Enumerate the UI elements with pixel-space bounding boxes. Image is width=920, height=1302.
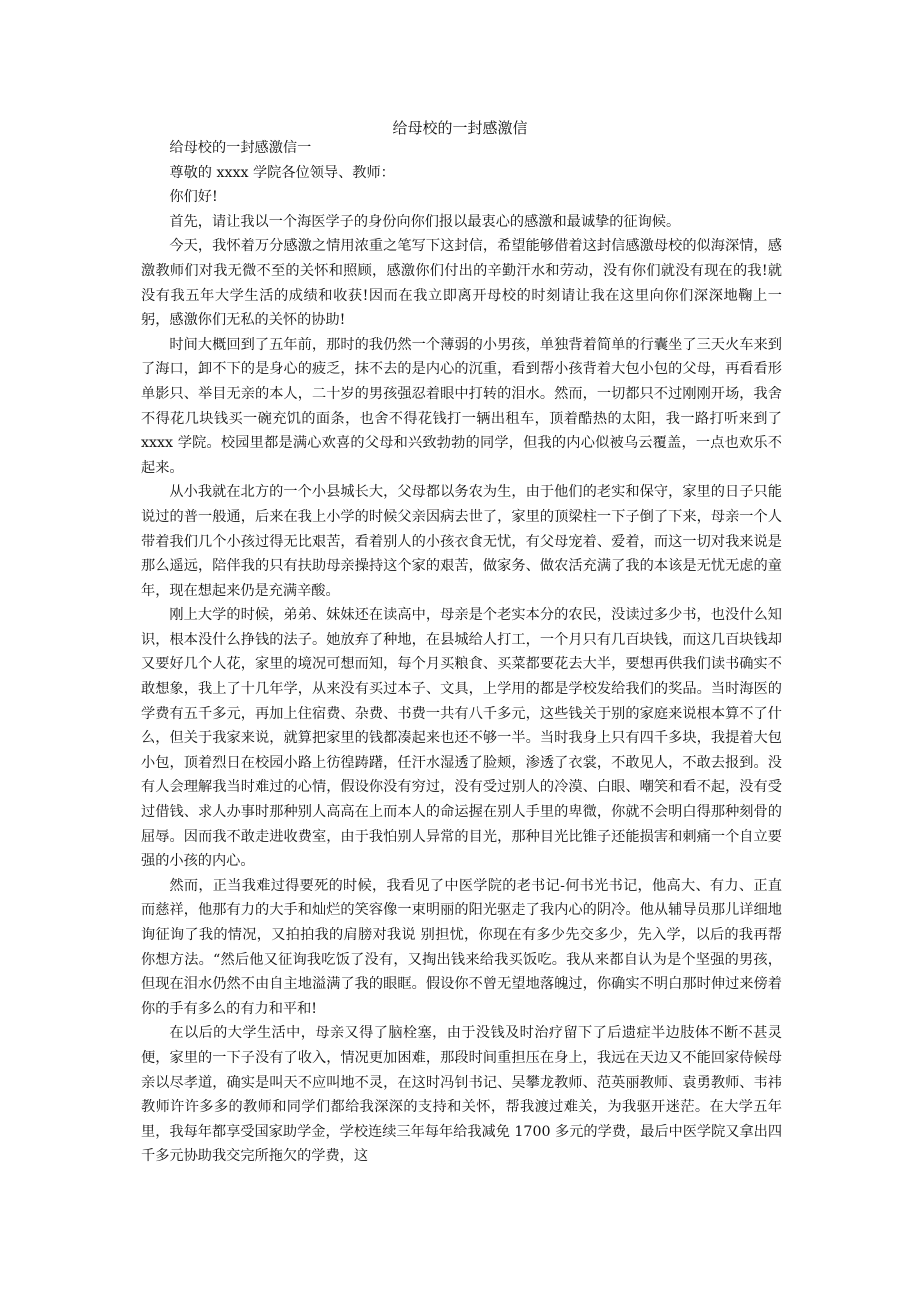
body-paragraph: 刚上大学的时候，弟弟、妹妹还在读高中，母亲是个老实本分的农民，没读过多少书，也没什么知识，根本没什么挣钱的法子。她放弃了种地，在县城给人打工，一个月只有几百块钱，而这几百块钱却又要好几个人花，家里的境况可想而知，每个月买粮食、买菜都要花去大半，要想再供我们读书确实不敢想象，我上了十几年学，从来没有买过本子、文具，上学用的都是学校发给我们的奖品。当时海医的学费有五千多元，再加上住宿费、杂费、书费一共有八千多元，这些钱关于别的家庭来说根本算不了什么，但关于我家来说，就算把家里的钱都凑起来也还不够一半。当时我身上只有四千多块，我提着大包小包，顶着烈日在校园小路上彷徨踌躇，任汗水湿透了脸颊，渗透了衣裳，不敢见人，不敢去报到。没有人会理解我当时难过的心情，假设你没有穷过，没有受过别人的冷漠、白眼、嘲笑和看不起，没有受过借钱、求人办事时那种别人高高在上而本人的命运握在别人手里的卑微，你就不会明白得那种刻骨的屈辱。因而我不敢走进收费室，由于我怕别人异常的目光，那种目光比锥子还能损害和刺痛一个自立要强的小孩的内心。	[141, 607, 782, 870]
greeting-paragraph: 你们好!	[169, 189, 218, 206]
body-paragraph: 从小我就在北方的一个小县城长大，父母都以务农为生，由于他们的老实和保守，家里的日子只能说过的普一般通，后来在我上小学的时候父亲因病去世了，家里的顶梁柱一下子倒了下来，母亲一个人带着我们几个小孩过得无比艰苦，看着别人的小孩衣食无忧，有父母宠着、爱着，而这一切对我来说是那么遥远，陪伴我的只有扶助母亲操持这个家的艰苦，做家务、做农活充满了我的本该是无忧无虑的童年，现在想起来仍是充满辛酸。	[141, 484, 782, 599]
body-paragraph: 在以后的大学生活中，母亲又得了脑栓塞，由于没钱及时治疗留下了后遗症半边肢体不断不甚灵便，家里的一下子没有了收入，情况更加困难，那段时间重担压在身上，我远在天边又不能回家侍候母亲以尽孝道，确实是叫天不应叫地不灵，在这时冯钊书记、吴攀龙教师、范英丽教师、袁勇教师、韦祎教师许许多多的教师和同学们都给我深深的支持和关怀，帮我渡过难关，为我驱开迷茫。在大学五年里，我每年都享受国家助学金，学校连续三年每年给我减免 1700 多元的学费，最后中医学院又拿出四千多元协助我交完所拖欠的学费，这	[141, 1025, 783, 1165]
document-title: 给母校的一封感激信	[392, 119, 528, 137]
body-paragraph: 今天，我怀着万分感激之情用浓重之笔写下这封信，希望能够借着这封信感激母校的似海深情，感激教师们对我无微不至的关怀和照顾，感激你们付出的辛勤汗水和劳动，没有你们就没有现在的我!就没有我五年大学生活的成绩和收获!因而在我立即离开母校的时刻请让我在这里向你们深深地鞠上一躬，感激你们无私的关怀的协助!	[141, 238, 782, 329]
body-paragraph: 时间大概回到了五年前，那时的我仍然一个薄弱的小男孩，单独背着简单的行囊坐了三天火车来到了海口，卸不下的是身心的疲乏，抹不去的是内心的沉重，看到帮小孩背着大包小包的父母，再看看形单影只、举目无亲的本人，二十岁的男孩强忍着眼中打转的泪水。然而，一切都只不过刚刚开场，我舍不得花几块钱买一碗充饥的面条，也舍不得花钱打一辆出租车，顶着酷热的太阳，我一路打听来到了 xxxx 学院。校园里都是满心欢喜的父母和兴致勃勃的同学，但我的内心似被乌云覆盖，一点也欢乐不起来。	[141, 336, 782, 476]
salutation-paragraph: 尊敬的 xxxx 学院各位领导、教师：	[169, 164, 395, 181]
subtitle-paragraph: 给母校的一封感激信一	[169, 140, 312, 156]
body-paragraph: 然而，正当我难过得要死的时候，我看见了中医学院的老书记-何书光书记，他高大、有力、正直而慈祥，他那有力的大手和灿烂的笑容像一束明丽的阳光驱走了我内心的阴冷。他从辅导员那儿详细地询征询了我的情况，又拍拍我的肩膀对我说 别担忧，你现在有多少先交多少，先入学，以后的我再帮你想方法。“然后他又征询我吃饭了没有，又掏出钱来给我买饭吃。我从来都自认为是个坚强的男孩，但现在泪水仍然不由自主地溢满了我的眼眶。假设你不曾无望地落魄过，你确实不明白那时伸过来傍着你的手有多么的有力和平和!	[141, 877, 782, 1017]
document-body	[141, 136, 782, 1169]
body-paragraph: 首先，请让我以一个海医学子的身份向你们报以最衷心的感激和最诚挚的征询候。	[169, 213, 681, 230]
